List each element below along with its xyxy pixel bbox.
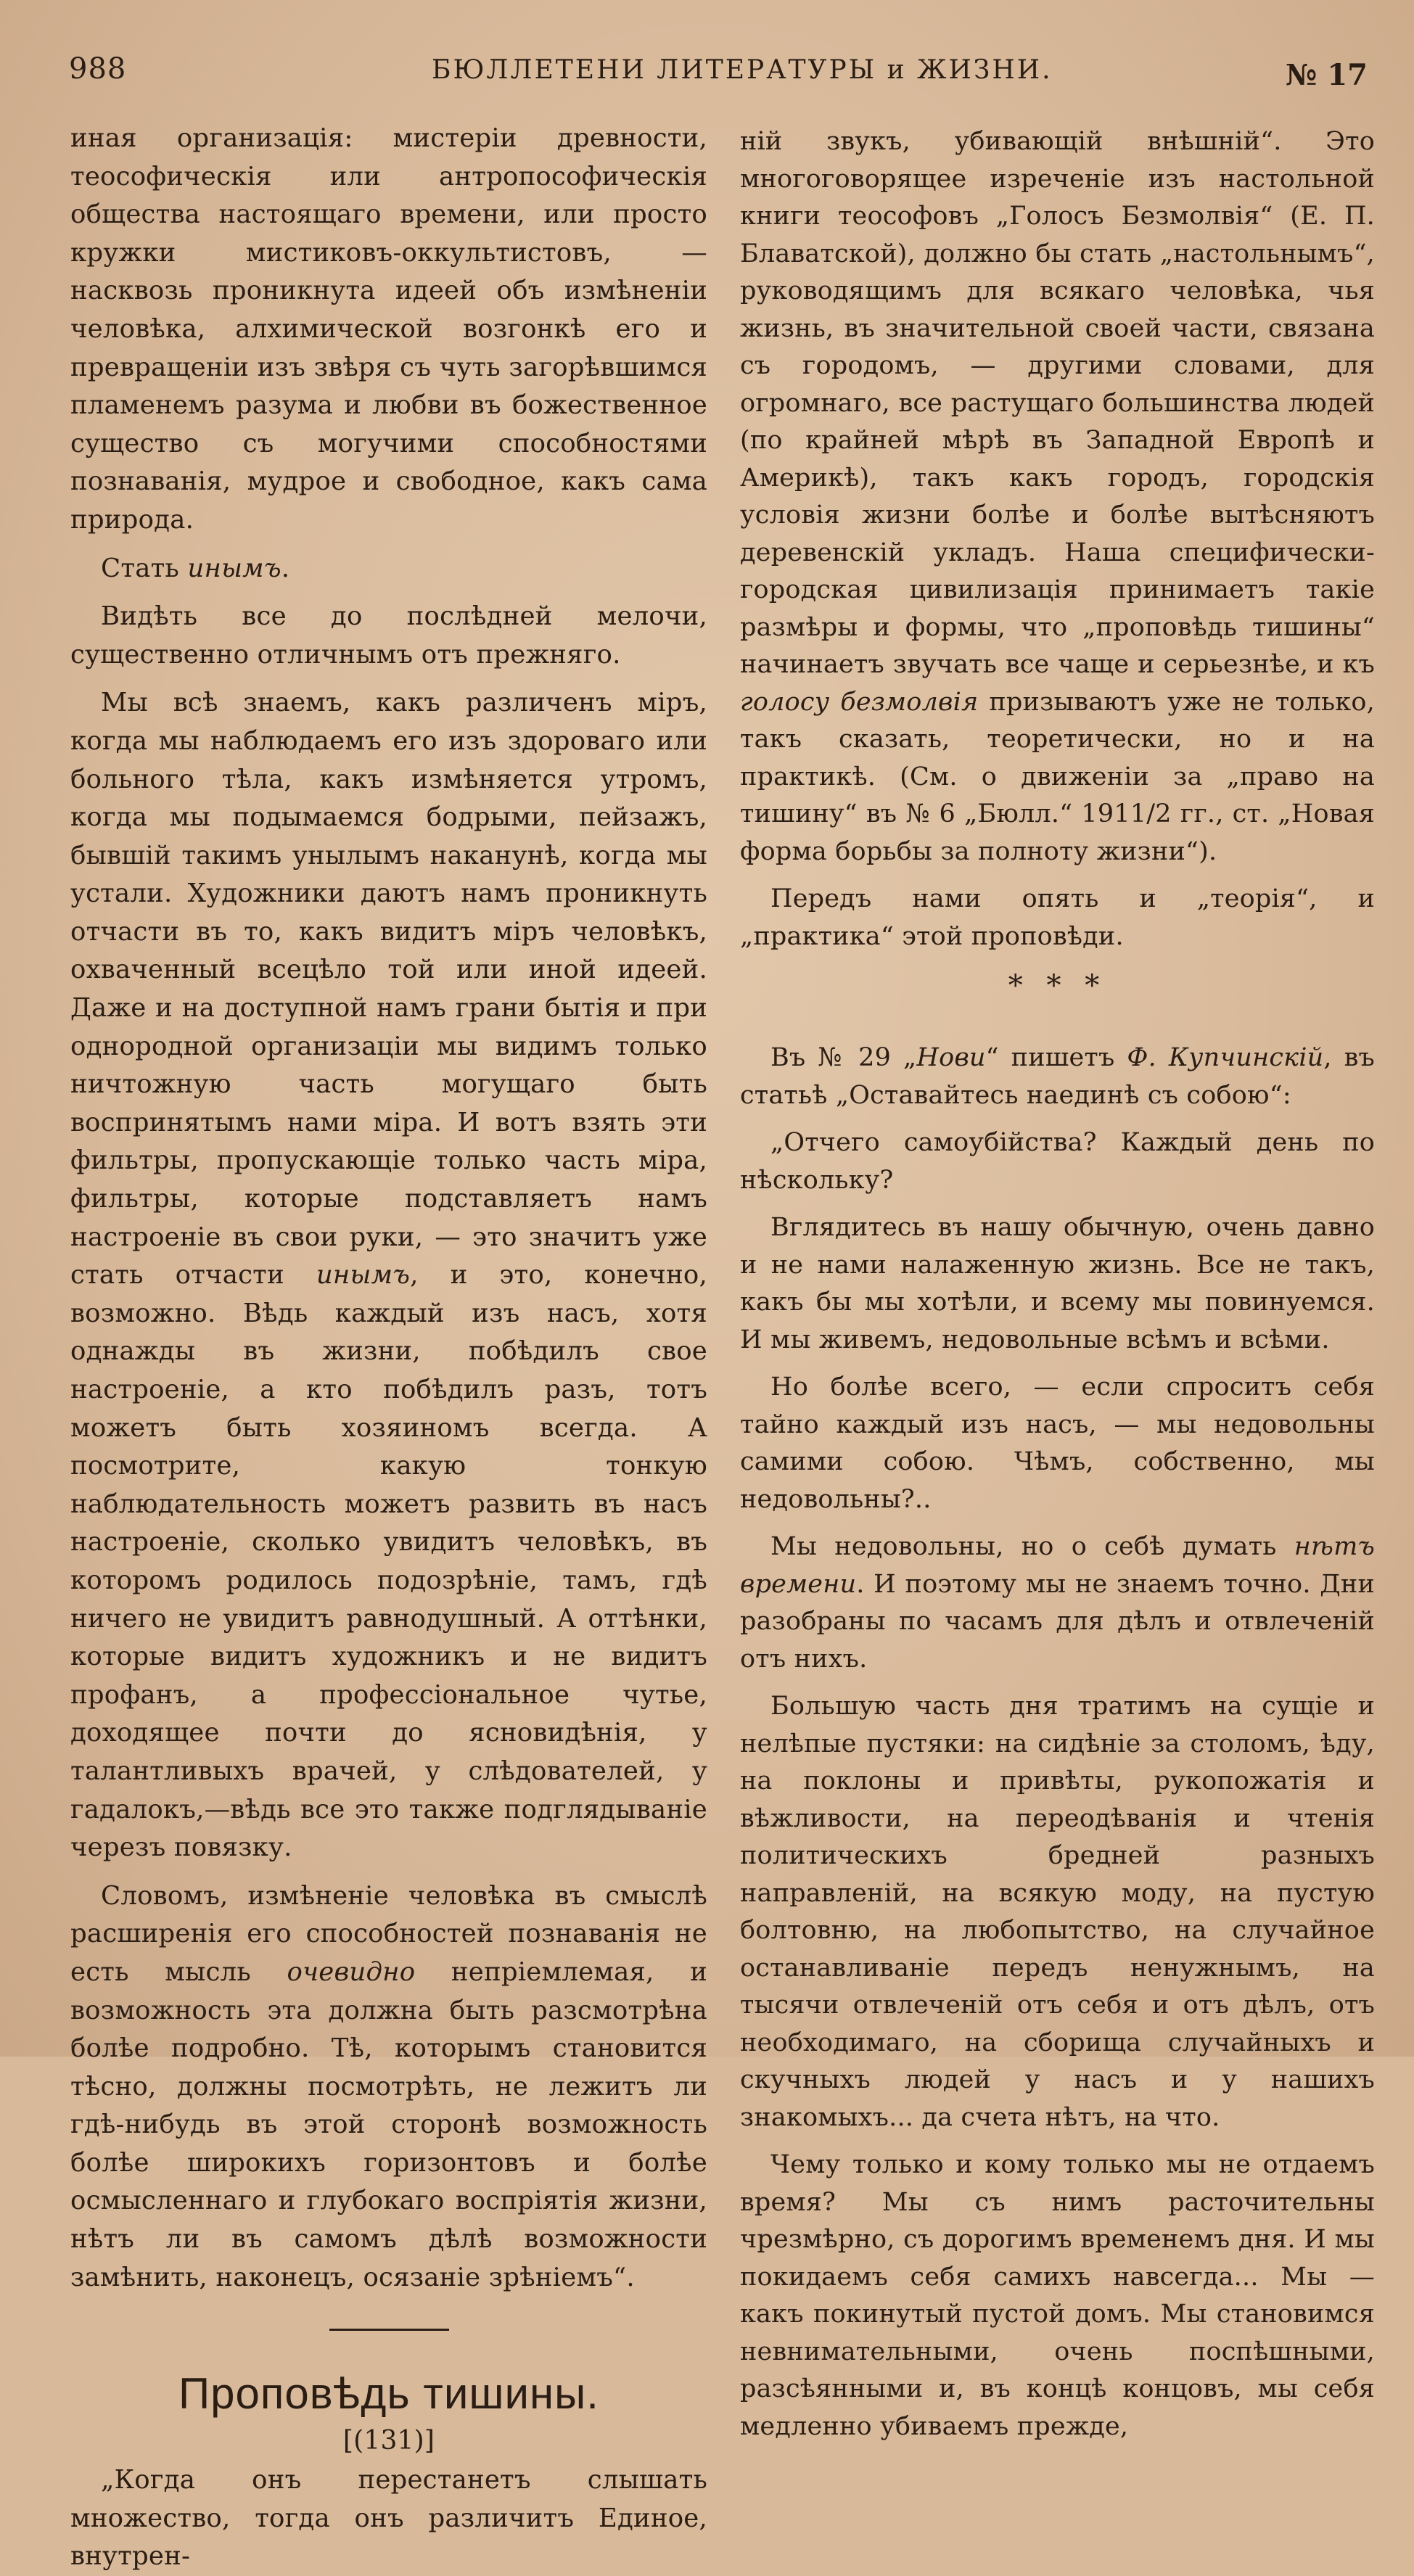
paragraph: Вглядитесь въ нашу обычную, очень давно и не нами налаженную жизнь. Все не такъ, какъ бы мы хотѣли, и всему мы повинуемся. И мы живемъ, недовольные всѣмъ и всѣми. [740,1213,1375,1354]
paragraph [70,1877,707,2297]
paragraph: „Отчего самоубійства? Каждый день по нѣскольку? [740,1128,1375,1195]
italic-text: инымъ [187,553,281,583]
paragraph: Но болѣе всего, — если спроситъ себя тайно каждый изъ насъ, — мы недовольны самими собою. Чѣмъ, собственно, мы недовольны?.. [740,1373,1375,1514]
italic-text: Нови [916,1043,986,1072]
paragraph: „Когда онъ перестанетъ слышать множество, тогда онъ различитъ Единое, внутрен- [70,2465,707,2572]
paragraph [70,550,707,588]
text-run: Мы всѣ знаемъ, какъ различенъ міръ, когда мы наблюдаемъ его изъ здороваго или больного тѣла, какъ измѣняется утромъ, когда мы подымаемся бодрыми, пейзажъ, бывшій такимъ унылымъ наканунѣ, когда мы устали. Художники даютъ намъ проникнуть отчасти въ то, какъ видитъ міръ человѣкъ, охваченный всецѣло той или иной идеей. Даже и на доступной намъ грани бытія и при однородной организаціи мы видимъ только ничтожную часть могущаго быть воспринятымъ нами міра. И вотъ взять эти фильтры, пропускающіе только часть міра, фильтры, которые подставляетъ намъ настроеніе въ свои руки, — это значитъ уже стать отчасти [70,688,707,1291]
paragraph [740,1040,1375,1114]
italic-text: очевидно [287,1956,416,1987]
paragraph [740,1528,1375,1678]
text-run: Стать [101,553,188,583]
paragraph: Видѣть все до послѣдней мелочи, существенно отличнымъ отъ прежняго. [70,601,707,670]
section-title: Проповѣдь тишины. [178,2369,599,2419]
paragraph: иная организація: мистеріи древности, теософическія или антропософическія общества настоящаго времени, или просто кружки мистиковъ-оккультистовъ, — насквозь проникнута идеей объ измѣненіи человѣка, алхимической возгонкѣ его и превращеніи изъ звѣря съ чуть загорѣвшимся пламенемъ разума и любви въ божественное существо съ могучими способностями познаванія, мудрое и свободное, какъ сама природа. [70,123,707,535]
italic-text: голосу безмолвія [740,687,979,717]
text-run: Мы недовольны, но о себѣ думать [770,1532,1294,1561]
italic-text: нѣтъ времени [740,1532,1375,1599]
text-run: , и это, конечно, возможно. Вѣдь каждый изъ насъ, хотя однажды въ жизни, побѣдилъ свое настроеніе, а кто побѣдилъ разъ, тотъ можетъ быть хозяиномъ всегда. А посмотрите, какую тонкую наблюдательность можетъ развить въ насъ настроеніе, сколько увидитъ человѣкъ, въ которомъ родилось подозрѣніе, тамъ, гдѣ ничего не увидитъ равнодушный. А оттѣнки, которые видитъ художникъ и не видитъ профанъ, а профессіональное чутье, доходящее почти до ясновидѣнія, у талантливыхъ врачей, у слѣдователей, у гадалокъ,—вѣдь все это также подглядываніе черезъ повязку. [70,1260,707,1863]
section-number: [(131)] [342,2426,435,2456]
text-run: Въ № 29 „ [770,1043,917,1072]
text-run: непріемлемая, и возможность эта должна быть разсмотрѣна болѣе подробно. Тѣ, которымъ становится тѣсно, должны посмотрѣть, не лежитъ ли гдѣ-нибудь въ этой сторонѣ возможность болѣе широкихъ горизонтовъ и болѣе осмысленнаго и глубокаго воспріятія жизни, нѣтъ ли въ самомъ дѣлѣ возможности замѣнить, наконецъ, осязаніе зрѣніемъ“. [70,1956,707,2292]
page-number: 988 [69,52,127,86]
paragraph: Большую часть дня тратимъ на сущіе и нелѣпые пустяки: на сидѣніе за столомъ, ѣду, на поклоны и привѣты, рукопожатія и вѣжливости, на переодѣванія и чтенія политическихъ бредней разныхъ направленій, на всякую моду, на пустую болтовню, на любопытство, на случайное останавливаніе передъ ненужнымъ, на тысячи отвлеченій отъ себя и отъ дѣлъ, отъ необходимаго, на сборища случайныхъ и скучныхъ людей у насъ и у нашихъ знакомыхъ... да счета нѣтъ, на что. [740,1692,1375,2132]
text-run: . И поэтому мы не знаемъ точно. Дни разобраны по часамъ для дѣлъ и отвлеченій отъ нихъ. [740,1569,1375,1674]
page-header [69,45,1375,96]
italic-text: инымъ [316,1260,411,1291]
text-run: призываютъ уже не только, такъ сказать, теоретически, но и на практикѣ. (См. о движеніи за „право на тишину“ въ № 6 „Бюлл.“ 1911/2 гг., ст. „Новая форма борьбы за полноту жизни“). [740,687,1375,866]
paragraph [70,684,707,1867]
text-run: , въ статьѣ „Оставайтесь наединѣ съ собою“: [740,1043,1375,1110]
section-divider [329,2329,449,2331]
italic-text: Ф. Купчинскій [1127,1043,1324,1072]
right-column [740,123,1375,2445]
text-run: Словомъ, измѣненіе человѣка въ смыслѣ расширенія его способностей познаванія не есть мысль [70,1880,707,1987]
section-stars: * * * [1008,969,1107,1003]
issue-number: № 17 [1285,58,1368,92]
text-run: ній звукъ, убивающій внѣшній“. Это многоговорящее изреченіе изъ настольной книги теософовъ „Голосъ Безмолвія“ (Е. П. Блаватской), должно бы стать „настольнымъ“, руководящимъ для всякаго человѣка, чья жизнь, въ значительной своей части, связана съ городомъ, — другими словами, для огромнаго, все растущаго большинства людей (по крайней мѣрѣ въ Западной Европѣ и Америкѣ), такъ какъ городъ, городскія условія жизни болѣе и болѣе вытѣсняютъ деревенскій укладъ. Наша специфически-городская цивилизація принимаетъ такіе размѣры и формы, что „проповѣдь тишины“ начинаетъ звучать все чаще и серьезнѣе, и къ [740,127,1375,679]
running-title: БЮЛЛЕТЕНИ ЛИТЕРАТУРЫ и ЖИЗНИ. [432,55,1053,85]
paragraph: Чему только и кому только мы не отдаемъ время? Мы съ нимъ расточительны чрезмѣрно, съ дорогимъ временемъ дня. И мы покидаемъ себя самихъ навсегда... Мы — какъ покинутый пустой домъ. Мы становимся невнимательными, очень поспѣшными, разсѣянными и, въ концѣ концовъ, мы себя медленно убиваемъ прежде, [740,2150,1375,2441]
paragraph: Передъ нами опять и „теорія“, и „практика“ этой проповѣди. [740,884,1375,951]
paragraph [740,123,1375,871]
text-run: “ пишетъ [985,1043,1127,1072]
left-column [70,120,707,2576]
text-run: . [281,553,290,583]
